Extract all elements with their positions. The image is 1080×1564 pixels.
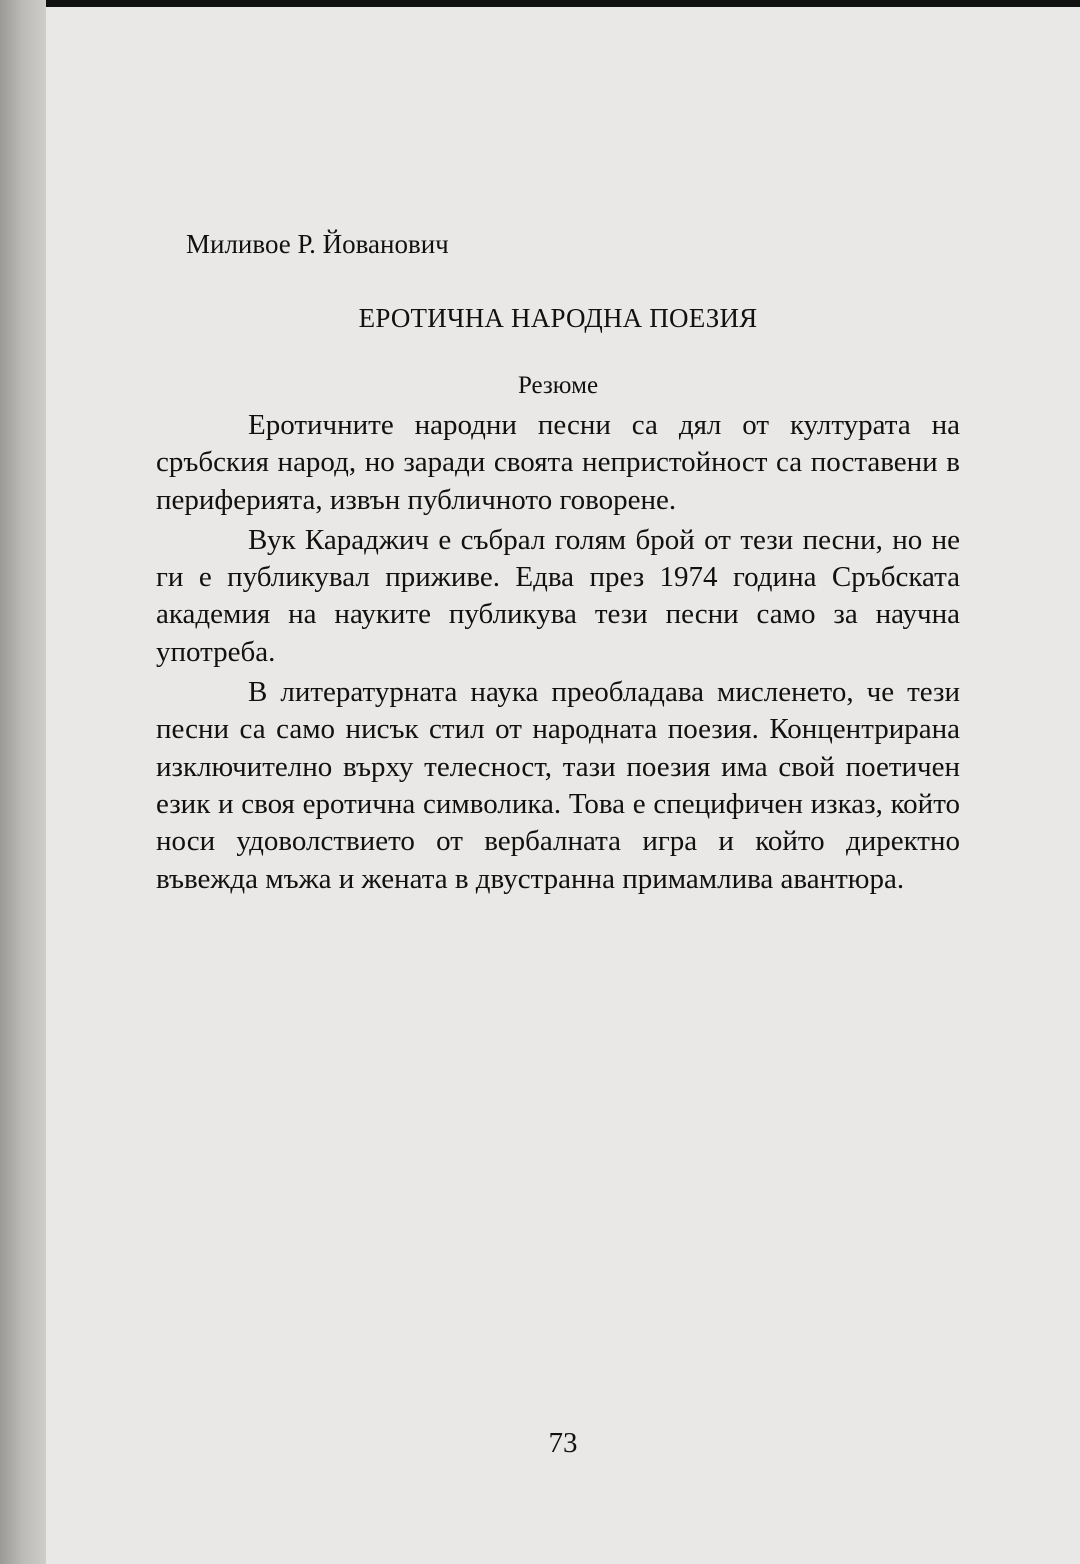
article-title: ЕРОТИЧНА НАРОДНА ПОЕЗИЯ: [358, 303, 758, 333]
paragraph: В литературната наука преобладава мисленето, че тези песни са само нисък стил от народната поезия. Концентрирана изключително върху телесност, тази поезия има свой поетичен език и своя еротична символика. Това е специфичен изказ, който носи удоволствието от вербалната игра и който директно въвежда мъжа и жената в двустранна примамлива авантюра.: [156, 676, 960, 895]
book-gutter-shadow: [0, 0, 46, 1564]
summary-heading: Резюме: [517, 372, 599, 399]
page-content: [156, 227, 960, 901]
scan-top-edge: [0, 0, 1080, 7]
paragraph: Еротичните народни песни са дял от културата на сръбския народ, но заради своята непристойност са поставени в периферията, извън публичното говорене.: [156, 409, 960, 516]
author-name: Миливое Р. Йованович: [186, 229, 449, 259]
paragraph: Вук Караджич е събрал голям брой от тези песни, но не ги е публикувал приживе. Едва през 1974 година Сръбската академия на науките публикува тези песни само за научна употреба.: [156, 523, 960, 668]
book-page: [46, 7, 1080, 1564]
page-number: 73: [548, 1427, 578, 1459]
